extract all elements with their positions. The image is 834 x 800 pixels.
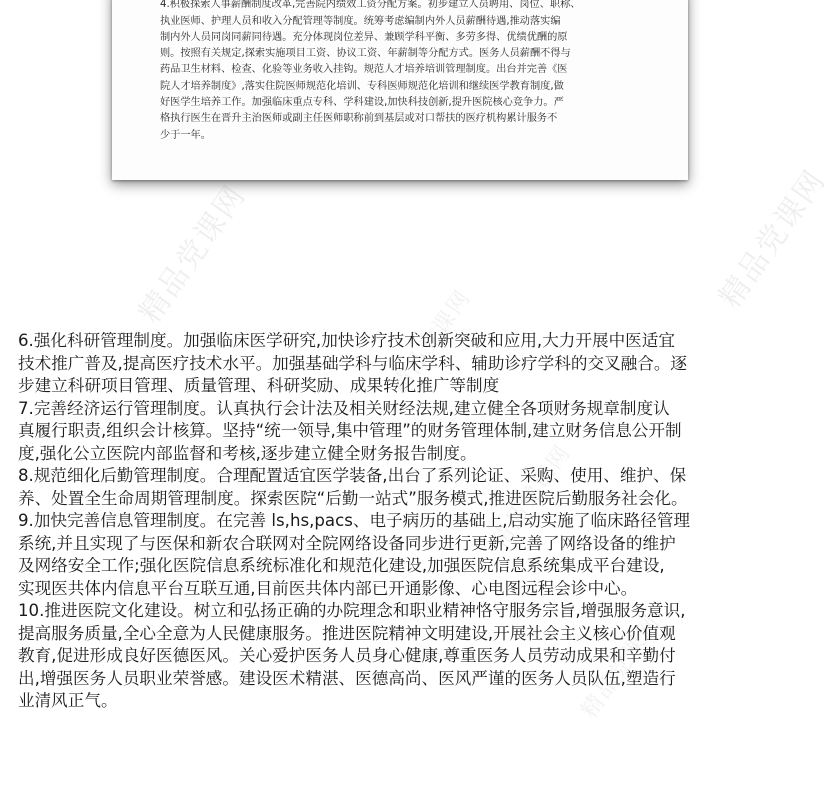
- body-line: 9.加快完善信息管理制度。在完善 ls,hs,pacs、电子病历的基础上,启动实施了临床路径管理: [18, 511, 691, 530]
- watermark: 精品党课网: [576, 610, 667, 723]
- scan-line: 制内外人员同岗同薪同待遇。充分体现岗位差异、兼顾学科平衡、多劳多得、优绩优酬的原: [160, 31, 568, 43]
- watermark: 精品党课网: [712, 163, 834, 315]
- body-line: 7.完善经济运行管理制度。认真执行会计法及相关财经法规,建立健全各项财务规章制度认: [18, 398, 670, 418]
- watermark: 精品党课网: [486, 440, 577, 553]
- body-line: 系统,并且实现了与医保和新农合联网对全院网络设备同步进行更新,完善了网络设备的维护: [18, 533, 676, 553]
- body-line: 真履行职责,组织会计核算。坚持“统一领导,集中管理”的财务管理体制,建立财务信息公开制: [18, 421, 682, 440]
- scan-line: 药品卫生材料、检查、化验等业务收入挂钩。规范人才培养培训管理制度。出台并完善《医: [160, 64, 568, 76]
- body-line: 及网络安全工作;强化医院信息系统标准化和规范化建设,加强医院信息系统集成平台建设,: [18, 556, 665, 575]
- scan-line: 则。按照有关规定,探索实施项目工资、协议工资、年薪制等分配方式。医务人员薪酬不得与: [160, 48, 571, 60]
- watermark: 精品党课网: [132, 178, 254, 330]
- scan-line: 执业医师、护理人员和收入分配管理等制度。统筹考虑编制内外人员薪酬待遇,推动落实编: [160, 15, 561, 27]
- body-line: 8.规范细化后勤管理制度。合理配置适宜医学装备,出台了系列论证、采购、使用、维护、保: [18, 466, 687, 485]
- scan-line: 少于一年。: [160, 129, 211, 141]
- document-body: [18, 330, 788, 713]
- body-line: 养、处置全生命周期管理制度。探索医院“后勤一站式”服务模式,推进医院后勤服务社会化。: [18, 488, 688, 508]
- scan-line: 好医学生培养工作。加强临床重点专科、学科建设,加快科技创新,提升医院核心竞争力。严: [160, 97, 564, 109]
- body-line: 度,强化公立医院内部监督和考核,逐步建立健全财务报告制度。: [18, 443, 477, 463]
- body-line: 步建立科研项目管理、质量管理、科研奖励、成果转化推广等制度: [18, 376, 500, 395]
- scan-line: 院人才培养制度》,落实住院医师规范化培训、专科医师规范化培训和继续医学教育制度,做: [160, 80, 564, 92]
- body-line: 教育,促进形成良好医德医风。关心爱护医务人员身心健康,尊重医务人员劳动成果和辛勤付: [18, 646, 676, 665]
- scanned-document-text: [160, 0, 660, 144]
- body-line: 6.强化科研管理制度。加强临床医学研究,加快诊疗技术创新突破和应用,大力开展中医适宜: [18, 331, 675, 350]
- body-line: 业清风正气。: [18, 691, 118, 710]
- body-line: 实现医共体内信息平台互联互通,目前医共体内部已开通影像、心电图远程会诊中心。: [18, 578, 638, 598]
- scanned-document-card: [112, 0, 688, 180]
- scan-line: 4.积极探索人事薪酬制度改革,完善院内绩效工资分配方案。初步建立人员聘用、岗位、职称、: [160, 0, 581, 11]
- body-line: 10.推进医院文化建设。树立和弘扬正确的办院理念和职业精神恪守服务宗旨,增强服务意识,: [18, 601, 686, 620]
- body-line: 出,增强医务人员职业荣誉感。建设医术精湛、医德高尚、医风严谨的医务人员队伍,塑造行: [18, 668, 676, 688]
- body-line: 提高服务质量,全心全意为人民健康服务。推进医院精神文明建设,开展社会主义核心价值观: [18, 623, 676, 643]
- scan-line: 格执行医生在晋升主治医师或副主任医师职称前到基层或对口帮扶的医疗机构累计服务不: [160, 113, 558, 125]
- watermark: 精品党课网: [386, 285, 477, 398]
- body-line: 技术推广普及,提高医疗技术水平。加强基础学科与临床学科、辅助诊疗学科的交叉融合。逐: [18, 353, 688, 373]
